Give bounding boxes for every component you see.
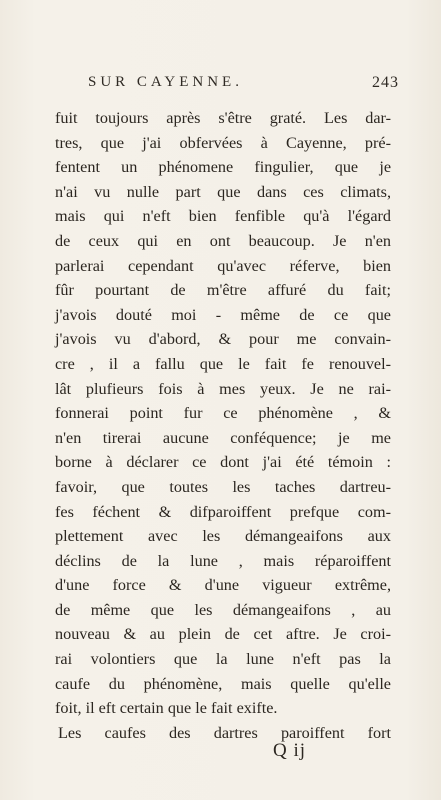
text-line: n'ai vu nulle part que dans ces climats, bbox=[55, 182, 391, 201]
text-line: fuit toujours après s'être graté. Les dar- bbox=[55, 109, 391, 127]
text-line: mais qui n'eft bien fenfible qu'à l'égard bbox=[55, 207, 391, 226]
text-line: fentent un phénomene fingulier, que je bbox=[55, 158, 391, 177]
text-line: plettement avec les démangeaifons aux bbox=[55, 527, 391, 546]
text-line: lât plufieurs fois à mes yeux. Je ne rai- bbox=[55, 379, 391, 398]
text-line: caufe du phénomène, mais quelle qu'elle bbox=[55, 674, 391, 693]
page-number: 243 bbox=[372, 74, 399, 91]
text-line: d'une force & d'une vigueur extrême, bbox=[55, 576, 391, 595]
text-line: favoir, que toutes les taches dartreu- bbox=[55, 477, 391, 496]
body-text bbox=[55, 106, 391, 745]
text-line: fûr pourtant de m'être affuré du fait; bbox=[55, 281, 391, 300]
text-line: parlerai cependant qu'avec réferve, bien bbox=[55, 256, 391, 275]
text-line: déclins de la lune , mais réparoiffent bbox=[55, 551, 391, 570]
text-line: rai volontiers que la lune n'eft pas la bbox=[55, 650, 391, 669]
text-line: Les caufes des dartres paroiffent fort bbox=[58, 723, 391, 742]
running-head bbox=[88, 74, 399, 96]
text-line: j'avois douté moi - même de ce que bbox=[55, 305, 391, 324]
text-line: cre , il a fallu que le fait fe renouvel- bbox=[55, 354, 391, 373]
text-line: fes féchent & difparoiffent prefque com- bbox=[55, 502, 391, 521]
text-line: de ceux qui en ont beaucoup. Je n'en bbox=[55, 231, 391, 250]
text-line: de même que les démangeaifons , au bbox=[55, 600, 391, 619]
text-line: j'avois vu d'abord, & pour me convain- bbox=[55, 330, 391, 349]
text-line: nouveau & au plein de cet aftre. Je croi- bbox=[55, 625, 391, 644]
running-title: SUR CAYENNE. bbox=[88, 74, 243, 90]
text-line: foit, il eft certain que le fait exifte. bbox=[55, 699, 278, 718]
signature-mark: Q ij bbox=[273, 740, 307, 761]
text-line: n'en tirerai aucune conféquence; je me bbox=[55, 428, 391, 447]
text-line: borne à déclarer ce dont j'ai été témoin : bbox=[55, 453, 391, 472]
text-line: fonnerai point fur ce phénomène , & bbox=[55, 404, 391, 423]
text-line: tres, que j'ai obfervées à Cayenne, pré- bbox=[55, 133, 391, 152]
